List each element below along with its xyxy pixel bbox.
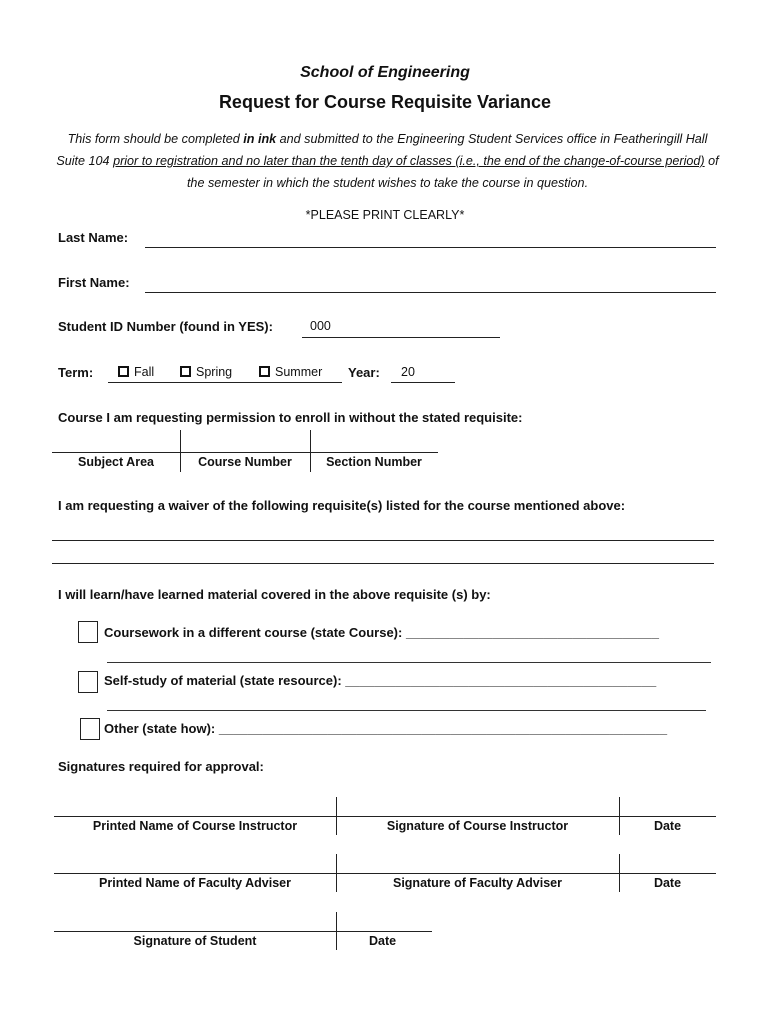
intro-underlined: prior to registration and no later than the tenth day of classes (i.e., the end of the change-of-course period)	[113, 154, 705, 168]
first-name-label: First Name:	[58, 275, 130, 290]
spring-label: Spring	[196, 365, 233, 379]
summer-checkbox[interactable]	[259, 366, 270, 377]
adviser-signature-label: Signature of Faculty Adviser	[392, 876, 563, 890]
intro-in-ink: in ink	[243, 132, 277, 146]
learn-prompt: I will learn/have learned material covered in the above requisite (s) by:	[58, 587, 491, 602]
intro-part2: and submitted to the Engineering Student Services office in Featheringill Hall Suite 104	[56, 132, 708, 168]
other-option: Other (state how): ______________________________________________________________	[104, 721, 668, 736]
sig-row2-line[interactable]	[54, 873, 716, 874]
adviser-date-label: Date	[653, 876, 682, 890]
term-underline	[108, 382, 342, 383]
term-option-fall[interactable]	[118, 365, 154, 379]
coursework-option: Coursework in a different course (state Course): ___________________________________	[104, 625, 660, 640]
section-number-label: Section Number	[326, 455, 422, 469]
waiver-line-1[interactable]	[52, 540, 714, 541]
summer-label: Summer	[275, 365, 323, 379]
self-study-checkbox[interactable]	[78, 671, 98, 693]
subject-area-label: Subject Area	[78, 455, 154, 469]
self-study-option: Self-study of material (state resource): ___________________________________________	[104, 673, 657, 688]
other-checkbox[interactable]	[80, 718, 100, 740]
print-clearly-note: *PLEASE PRINT CLEARLY*	[305, 208, 465, 222]
sig-row1-line[interactable]	[54, 816, 716, 817]
waiver-line-2[interactable]	[52, 563, 714, 564]
last-name-label: Last Name:	[58, 230, 129, 245]
term-option-spring[interactable]	[180, 365, 232, 379]
first-name-field[interactable]	[145, 292, 716, 293]
student-id-value[interactable]: 000	[310, 319, 331, 333]
instructor-signature-label: Signature of Course Instructor	[386, 819, 569, 833]
sig-row3-divider	[336, 912, 337, 950]
waiver-prompt: I am requesting a waiver of the following requisite(s) listed for the course mentioned above:	[58, 498, 626, 513]
fall-checkbox[interactable]	[118, 366, 129, 377]
year-label: Year:	[348, 365, 380, 380]
intro-paragraph	[55, 128, 720, 194]
signatures-heading: Signatures required for approval:	[58, 759, 264, 774]
sig-row3-line[interactable]	[54, 931, 432, 932]
course-prompt: Course I am requesting permission to enroll in without the stated requisite:	[58, 410, 523, 425]
form-title: Request for Course Requisite Variance	[218, 92, 552, 112]
year-field[interactable]	[391, 382, 455, 383]
year-value[interactable]: 20	[401, 365, 415, 379]
coursework-line-2[interactable]	[107, 662, 711, 663]
student-id-label: Student ID Number (found in YES):	[58, 319, 273, 334]
fall-label: Fall	[134, 365, 155, 379]
intro-part3: of the semester in which the student wishes to take the course in question.	[186, 154, 719, 190]
spring-checkbox[interactable]	[180, 366, 191, 377]
term-label: Term:	[58, 365, 94, 380]
instructor-date-label: Date	[653, 819, 682, 833]
adviser-name-label: Printed Name of Faculty Adviser	[99, 876, 291, 890]
student-id-field[interactable]	[302, 337, 500, 338]
student-signature-label: Signature of Student	[133, 934, 257, 948]
last-name-field[interactable]	[145, 247, 716, 248]
self-study-line-2[interactable]	[107, 710, 706, 711]
student-date-label: Date	[369, 934, 397, 948]
course-number-label: Course Number	[198, 455, 292, 469]
term-option-summer[interactable]	[259, 365, 322, 379]
instructor-name-label: Printed Name of Course Instructor	[92, 819, 298, 833]
course-table-line	[52, 452, 438, 453]
coursework-checkbox[interactable]	[78, 621, 98, 643]
school-title: School of Engineering	[300, 64, 470, 81]
intro-part1: This form should be completed	[67, 132, 244, 146]
